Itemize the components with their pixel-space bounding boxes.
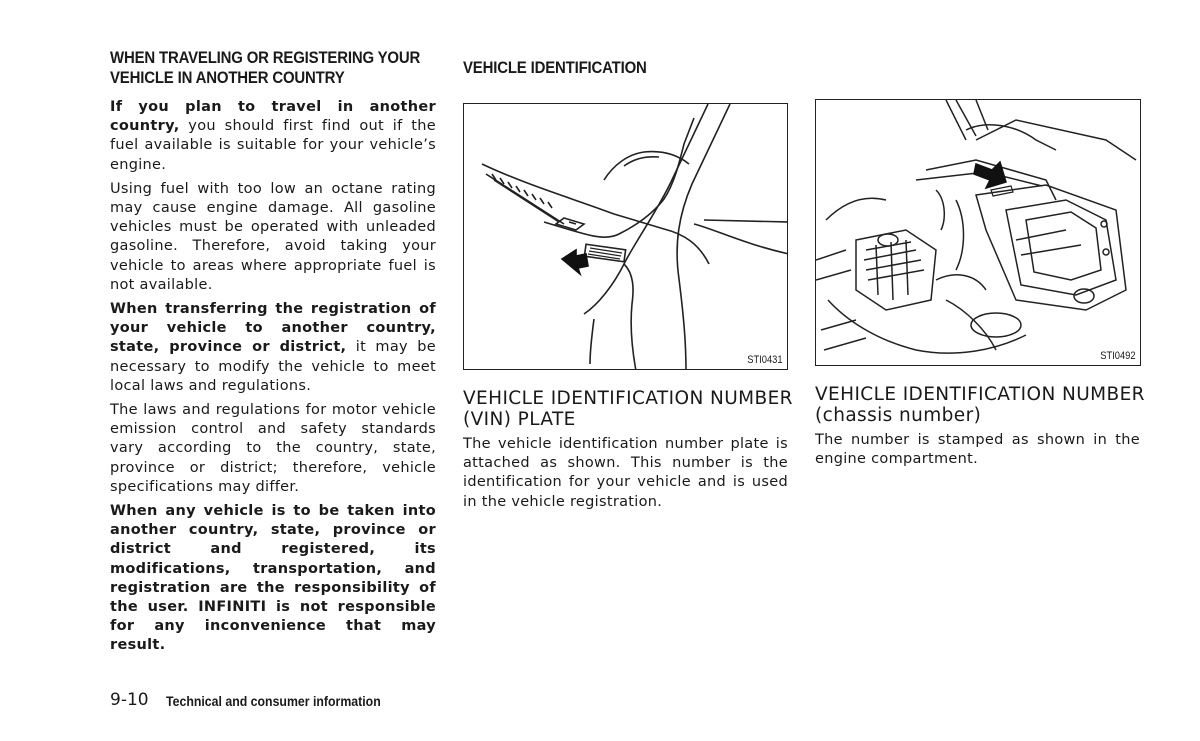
figure-vin-plate xyxy=(463,103,788,370)
heading-line: VEHICLE IN ANOTHER COUNTRY xyxy=(110,68,345,87)
paragraph-fuel xyxy=(110,98,436,175)
page-number: 9-10 xyxy=(110,690,149,710)
figure-chassis-number xyxy=(815,99,1141,366)
left-body xyxy=(110,98,436,661)
subheading-line: VEHICLE IDENTIFICATION NUMBER xyxy=(815,384,1145,405)
paragraph-text: you should first find out if the fuel available is suitable for your vehicle’s engine. xyxy=(110,118,436,173)
vin-plate-illustration xyxy=(464,104,788,370)
subheading-line: VEHICLE IDENTIFICATION NUMBER xyxy=(463,388,793,409)
paragraph-octane: Using fuel with too low an octane rating may cause engine damage. All gasoline vehicles must be operated with unleaded gasoline. Therefore, avoid taking your vehicle to areas where appropriate fuel is not available. xyxy=(110,180,436,293)
chassis-number-body: The number is stamped as shown in the engine compartment. xyxy=(815,432,1140,468)
subheading-chassis-number xyxy=(815,384,1145,426)
paragraph-text: it may be necessary to modify the vehicle to meet local laws and regulations. xyxy=(110,339,436,394)
vin-plate-body: The vehicle identification number plate is attached as shown. This number is the identification for your vehicle and is used in the vehicle registration. xyxy=(463,436,788,510)
paragraph-laws: The laws and regulations for motor vehicle emission control and safety standards vary according to the country, state, province or district; therefore, vehicle specifications may differ. xyxy=(110,402,436,495)
engine-compartment-illustration xyxy=(816,100,1141,366)
bold-lead: If you plan to travel in another country, xyxy=(110,99,436,135)
heading-line: WHEN TRAVELING OR REGISTERING YOUR xyxy=(110,48,421,67)
paragraph-responsibility: When any vehicle is to be taken into another country, state, province or district and registered, its modifications, transportation, and registration are the responsibility of the user. INFINITI is not responsible for any inconvenience that may result. xyxy=(110,503,436,654)
subheading-line: (chassis number) xyxy=(815,405,982,426)
subheading-vin-plate xyxy=(463,388,793,430)
figure-label: STI0492 xyxy=(1100,350,1136,362)
section-heading-traveling xyxy=(110,48,420,88)
paragraph-registration xyxy=(110,300,436,396)
subheading-line: (VIN) PLATE xyxy=(463,409,576,430)
section-title: Technical and consumer information xyxy=(166,693,381,709)
section-heading-vehicle-identification: VEHICLE IDENTIFICATION xyxy=(463,58,647,77)
bold-lead: When transferring the registration of your vehicle to another country, state, province or district, xyxy=(110,301,436,356)
figure-label: STI0431 xyxy=(747,354,783,366)
